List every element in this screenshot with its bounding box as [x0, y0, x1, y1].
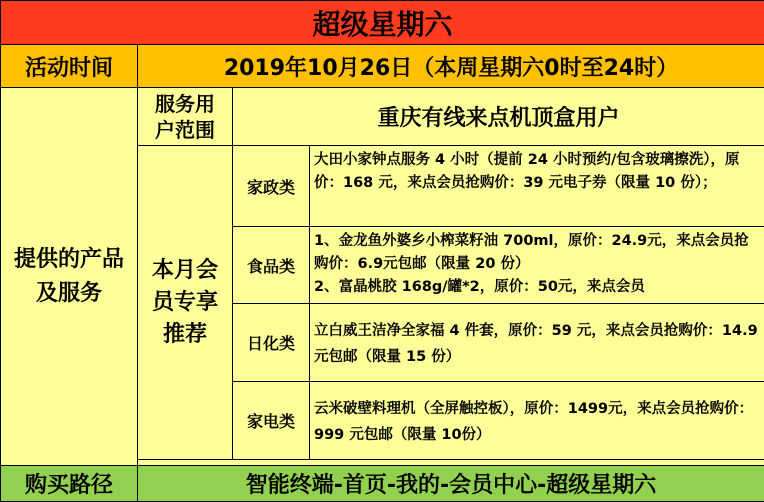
category-description: 云米破壁料理机（全屏触控板），原价：1499元，来点会员抢购价：999 元包邮（限量 10份） [310, 382, 764, 460]
category-name: 家政类 [233, 146, 310, 227]
purchase-path-label: 购买路径 [1, 466, 138, 502]
activity-time-value: 2019年10月26日（本周星期六0时至24时） [138, 45, 764, 88]
category-description: 1、金龙鱼外婆乡小榨菜籽油 700ml，原价：24.9元，来点会员抢购价：6.9元包邮（限量 20 份） 2、富晶桃胶 168g/罐*2，原价：50元，来点会员 [310, 227, 764, 304]
category-description: 大田小家钟点服务 4 小时（提前 24 小时预约/包含玻璃擦洗），原价：168 元，来点会员抢购价：39 元电子券（限量 10 份）； [310, 146, 764, 227]
category-name: 食品类 [233, 227, 310, 304]
products-services-label: 提供的产品及服务 [1, 88, 138, 466]
category-name: 日化类 [233, 304, 310, 382]
purchase-path-value: 智能终端-首页-我的-会员中心-超级星期六 [138, 466, 764, 502]
activity-time-label: 活动时间 [1, 45, 138, 88]
member-exclusive-label: 本月会员专享推荐 [138, 146, 233, 460]
service-scope-label: 服务用户范围 [138, 88, 233, 146]
category-description: 立白威王洁净全家福 4 件套，原价：59 元，来点会员抢购价：14.9 元包邮（限量 15 份） [310, 304, 764, 382]
page-title: 超级星期六 [1, 1, 764, 45]
category-name: 家电类 [233, 382, 310, 460]
service-scope-value: 重庆有线来点机顶盒用户 [233, 88, 764, 146]
